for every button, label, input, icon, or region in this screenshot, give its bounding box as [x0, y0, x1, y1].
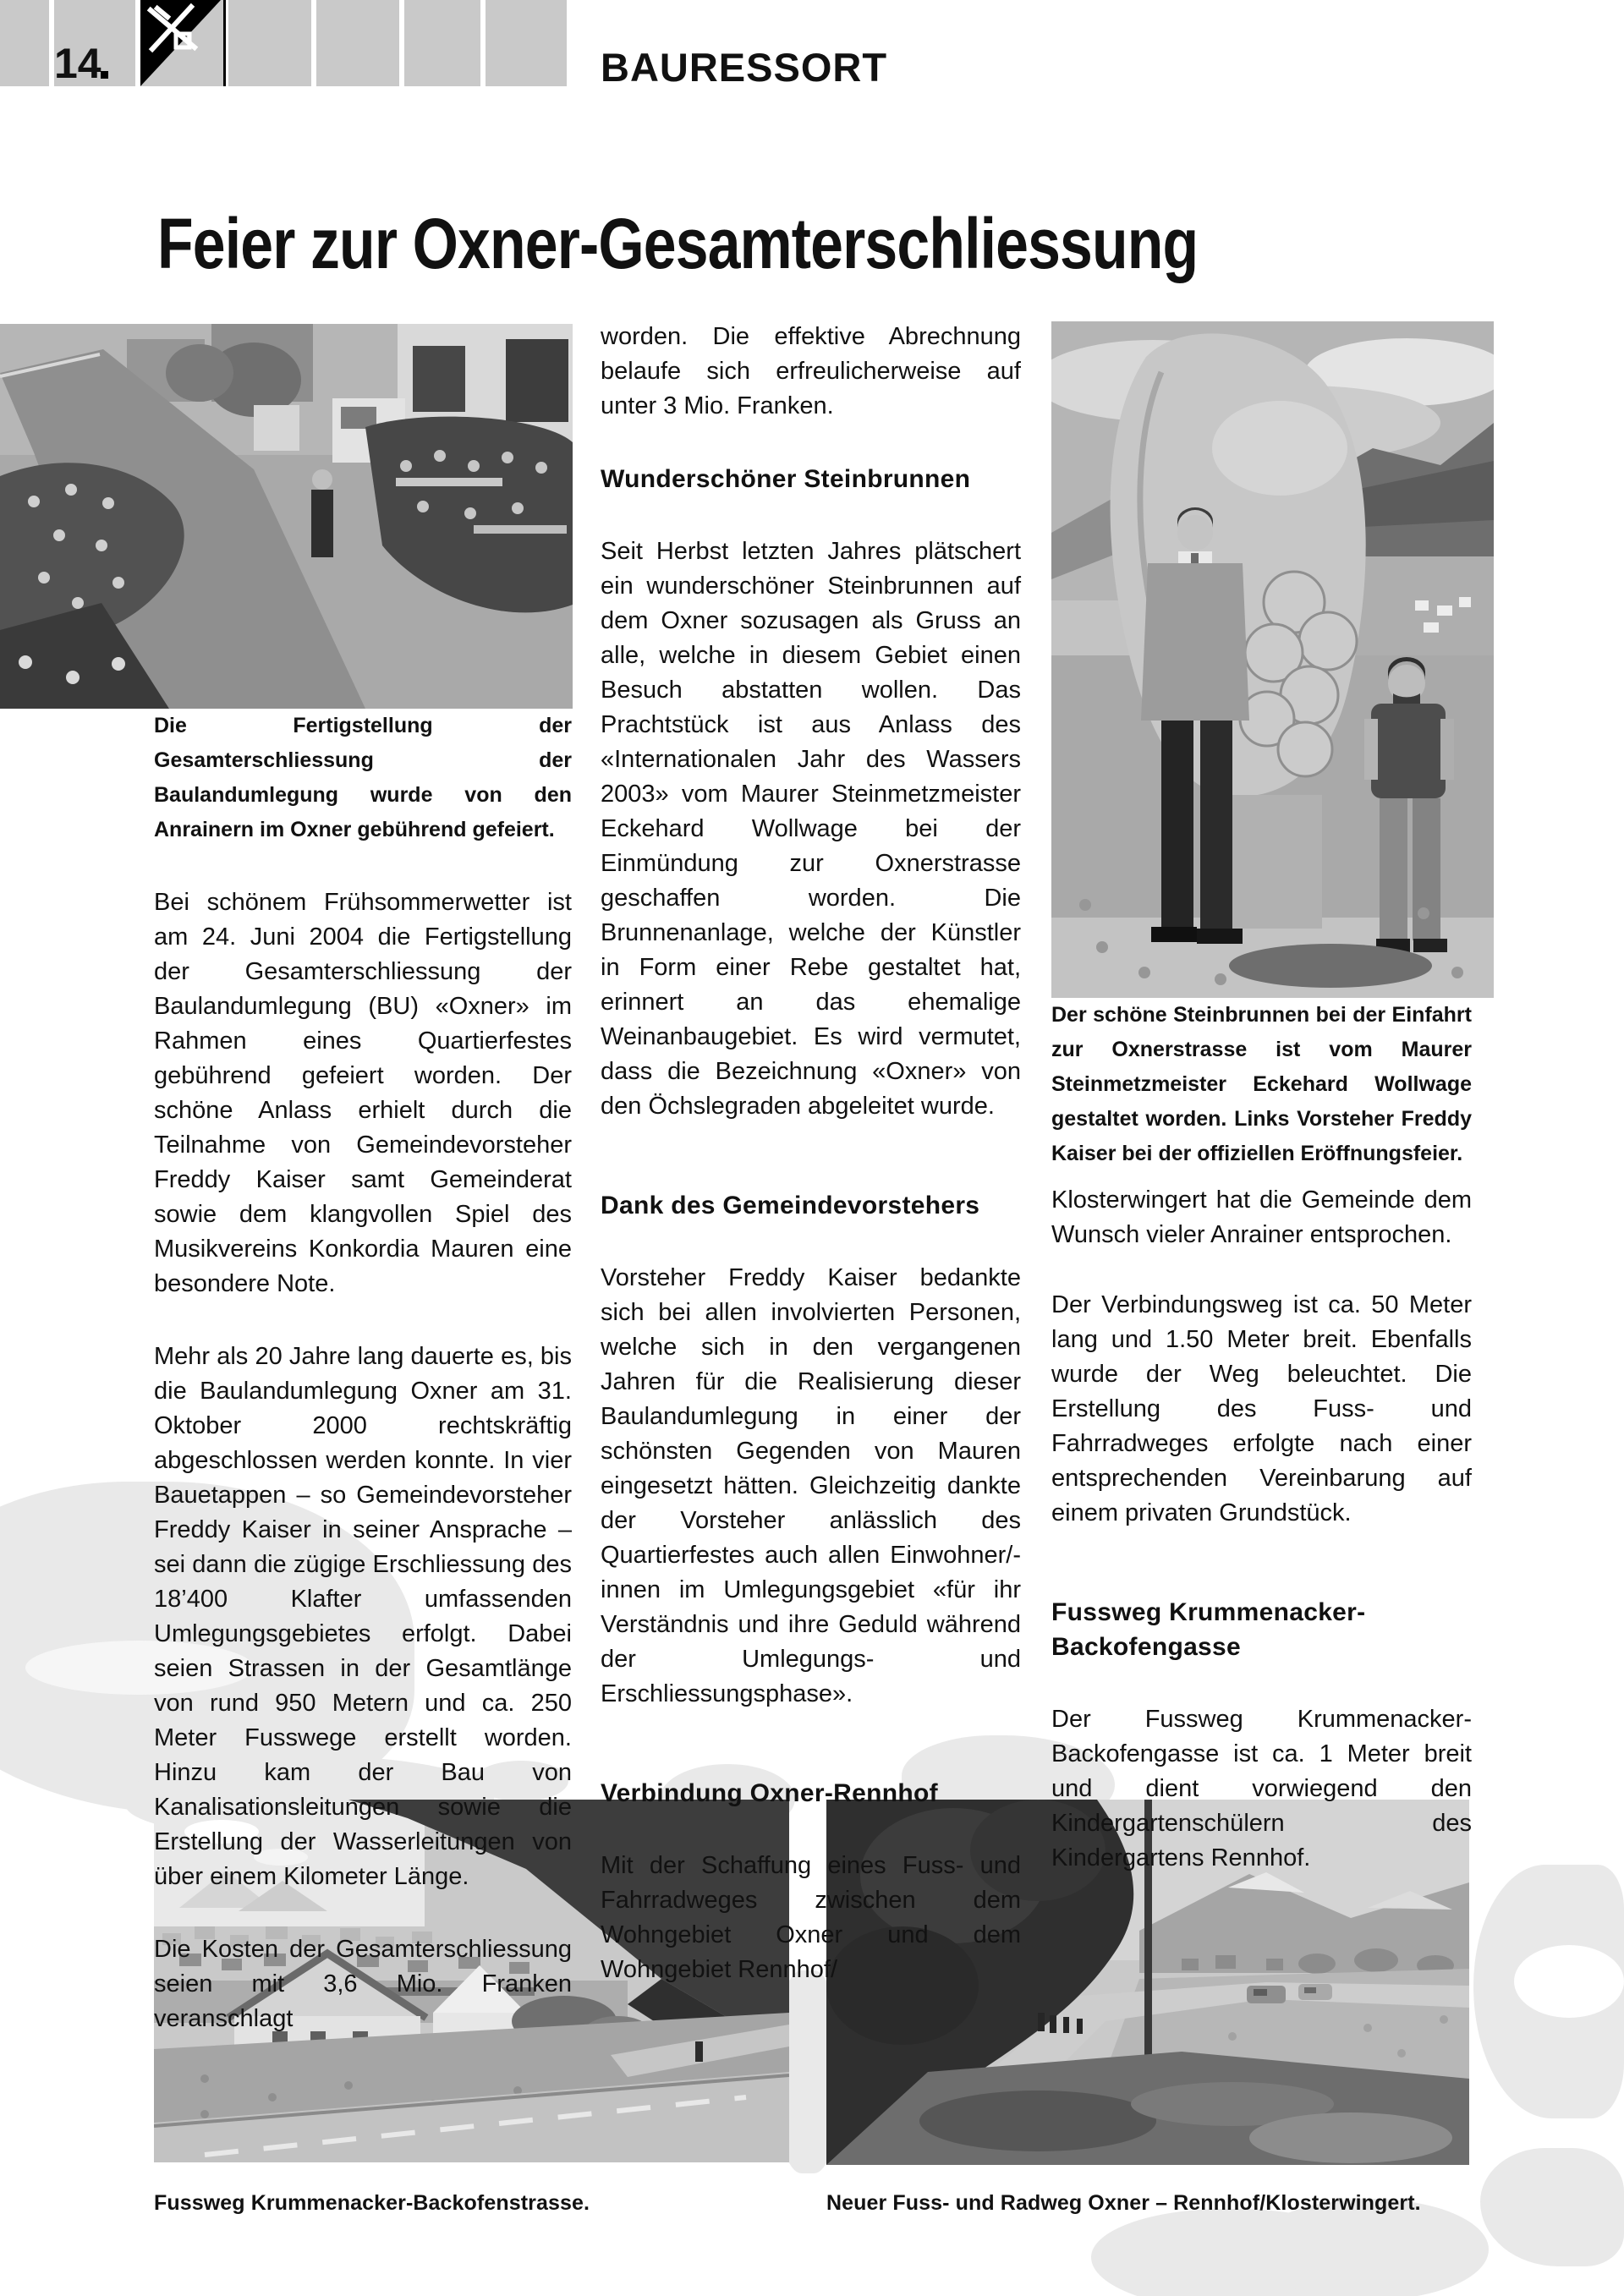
header-bar-segment	[486, 0, 567, 86]
photo-street-festival	[0, 324, 573, 709]
paragraph: Mit der Schaffung eines Fuss- und Fahrradweges zwischen dem Wohngebiet Oxner und dem Wohngebiet Rennhof/	[601, 1852, 1021, 1983]
article-title: Feier zur Oxner-Gesamterschliessung	[157, 204, 1199, 284]
photo-caption-footpath: Fussweg Krummenacker-Backofenstrasse.	[154, 2191, 590, 2215]
paragraph: Mehr als 20 Jahre lang dauerte es, bis die Baulandumlegung Oxner am 31. Oktober 2000 rechtskräftig abgeschlossen werden konnte. In vier Bauetappen – so Gemeindevorsteher Freddy Kaiser in seiner Ansprache – sei dann die zügige Erschliessung des 18’400 Klafter umfassenden Umlegungsgebietes erfolgt. Dabei seien Strassen in der Gesamtlänge von rund 950 Metern und ca. 250 Meter Fusswege erstellt worden. Hinzu kam der Bau von Kanalisationsleitungen sowie die Erstellung der Wasserleitungen von über einem Kilometer Länge.	[154, 1343, 572, 1890]
paragraph: Die Kosten der Gesamterschliessung seien mit 3,6 Mio. Franken veranschlagt	[154, 1936, 572, 2032]
section-heading: Dank des Gemeindevorstehers	[601, 1192, 980, 1219]
paragraph: Seit Herbst letzten Jahres plätschert ein wunderschöner Steinbrunnen auf dem Oxner sozusagen als Gruss an alle, welche in diesem Gebiet einen Besuch abstatten wollen. Das Prachtstück ist aus Anlass des «Internationalen Jahr des Wassers 2003» vom Maurer Steinmetzmeister Eckehard Wollwage bei der Einmündung zur Oxnerstrasse geschaffen worden. Die Brunnenanlage, welche der Künstler in Form einer Rebe gestaltet hat, erinnert an das ehemalige Weinanbaugebiet. Es wird vermutet, dass die Bezeichnung «Oxner» von den Öchslegraden abgeleitet wurde.	[601, 538, 1021, 1120]
column-middle	[601, 320, 1021, 1987]
registration-mark	[101, 71, 108, 79]
column-right	[1051, 998, 1472, 1876]
header-bar-segment	[404, 0, 480, 86]
logo-block	[140, 0, 226, 86]
header-bar-segment	[0, 0, 49, 86]
crossed-tools-logo-icon	[140, 0, 223, 86]
photo-stone-fountain	[1051, 321, 1494, 998]
paragraph: Klosterwingert hat die Gemeinde dem Wunsch vieler Anrainer entsprochen.	[1051, 1186, 1472, 1248]
paragraph: Vorsteher Freddy Kaiser bedankte sich bei allen involvierten Personen, welche sich in den vergangenen Jahren für die Realisierung dieser Baulandumlegung in einer der schönsten Gegenden von Mauren eingesetzt hätten. Gleichzeitig dankte der Vorsteher anlässlich des Quartierfestes auch allen Einwohner/-innen im Umlegungsgebiet «für ihr Verständnis und ihre Geduld während der Umlegungs- und Erschliessungsphase».	[601, 1264, 1021, 1707]
section-heading: Fussweg Krummenacker-Backofengasse	[1051, 1598, 1366, 1661]
column-left	[154, 709, 572, 2036]
paragraph: Der Verbindungsweg ist ca. 50 Meter lang und 1.50 Meter breit. Ebenfalls wurde der Weg beleuchtet. Die Erstellung des Fuss- und Fahrradweges erfolgte nach einer entsprechenden Vereinbarung auf einem privaten Grundstück.	[1051, 1291, 1472, 1526]
header-bar-segment	[316, 0, 399, 86]
page-number: 14	[54, 40, 102, 87]
photo-caption-bikepath: Neuer Fuss- und Radweg Oxner – Rennhof/Klosterwingert.	[826, 2191, 1421, 2215]
paragraph: worden. Die effektive Abrechnung belaufe sich erfreulicherweise auf unter 3 Mio. Franken.	[601, 323, 1021, 419]
paragraph: Bei schönem Frühsommerwetter ist am 24. Juni 2004 die Fertigstellung der Gesamterschliessung der Baulandumlegung (BU) «Oxner» im Rahmen eines Quartierfestes gebührend gefeiert worden. Der schöne Anlass erhielt durch die Teilnahme von Gemeindevorsteher Freddy Kaiser samt Gemeinderat sowie dem klangvollen Spiel des Musikvereins Konkordia Mauren eine besondere Note.	[154, 889, 572, 1297]
watermark-highlight	[1514, 1945, 1624, 2018]
photo-caption-fountain: Der schöne Steinbrunnen bei der Einfahrt zur Oxnerstrasse ist vom Maurer Steinmetzmeister Eckehard Wollwage gestaltet worden. Links Vorsteher Freddy Kaiser bei der offiziellen Eröffnungsfeier.	[1051, 1003, 1472, 1165]
section-heading: Wunderschöner Steinbrunnen	[601, 465, 971, 493]
section-label: BAURESSORT	[601, 45, 888, 90]
photo-caption-street-festival: Die Fertigstellung der Gesamterschliessung der Baulandumlegung wurde von den Anrainern im Oxner gebührend gefeiert.	[154, 714, 572, 841]
watermark-blob	[1480, 2148, 1624, 2266]
header-bar-segment	[228, 0, 311, 86]
section-heading: Verbindung Oxner-Rennhof	[601, 1779, 938, 1807]
paragraph: Der Fussweg Krummenacker-Backofengasse ist ca. 1 Meter breit und dient vorwiegend den Kindergartenschülern des Kindergartens Rennhof.	[1051, 1706, 1472, 1871]
